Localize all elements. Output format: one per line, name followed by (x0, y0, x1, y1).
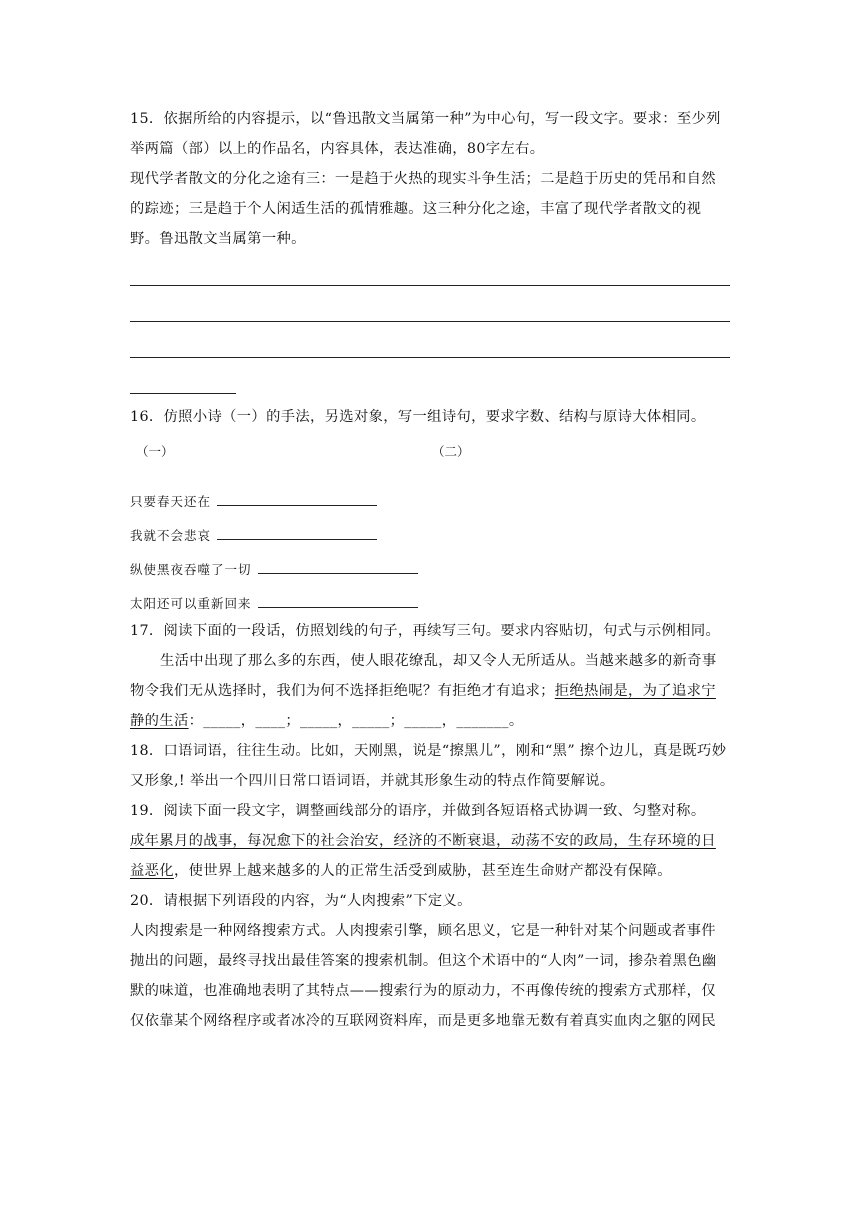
poem-line-text: 纵使黑夜吞噬了一切 (130, 562, 252, 577)
poem-answer-blank (258, 557, 418, 574)
answer-line (130, 364, 236, 394)
poem-line (130, 544, 730, 578)
poem-line-text: 我就不会悲哀 (130, 528, 212, 543)
answer-line (130, 256, 730, 286)
question-17 (130, 616, 730, 736)
poem-label-two: （二） (432, 444, 470, 459)
question-15-passage: 现代学者散文的分化之途有三：一是趋于火热的现实斗争生活；二是趋于历史的凭吊和自然的踪迹；三是趋于个人闲适生活的孤情雅趣。这三种分化之途，丰富了现代学者散文的视野。鲁迅散文当属第一种。 (130, 171, 716, 247)
poem-line-text: 太阳还可以重新回来 (130, 596, 252, 611)
question-16 (130, 402, 730, 612)
underlined-phrases: 成年累月的战事，每况愈下的社会治安，经济的不断衰退，动荡不安的政局，生存环境的日益恶化 (130, 833, 716, 879)
question-20-passage: 人肉搜索是一种网络搜索方式。人肉搜索引擎，顾名思义，它是一种针对某个问题或者事件抛出的问题，最终寻找出最佳答案的搜索机制。但这个术语中的“人肉”一词，掺杂着黑色幽默的味道，也准确地表明了其特点——搜索行为的原动力，不再像传统的搜索方式那样，仅仅依靠某个网络程序或者冰冷的互联网资料库，而是更多地靠无数有着真实血肉之躯的网民 (130, 923, 717, 1029)
question-19 (130, 796, 730, 886)
question-19-passage (130, 826, 730, 886)
question-18 (130, 736, 730, 796)
question-17-passage-text: 生活中出现了那么多的东西，使人眼花缭乱，却又令人无所适从。当越来越多的新奇事物令我们无从选择时，我们为何不选择拒绝呢？有拒绝才有追求； (130, 653, 717, 699)
question-19-prompt: 19．阅读下面一段文字，调整画线部分的语序，并做到各短语格式协调一致、匀整对称。 (130, 803, 706, 819)
answer-line (130, 328, 730, 358)
poem-line (130, 510, 730, 544)
poem-line-text: 只要春天还在 (130, 494, 212, 509)
continuation-blanks: ：_____，____；_____，_____；_____，_______。 (188, 713, 524, 729)
answer-area-15 (130, 256, 730, 394)
question-20 (130, 886, 730, 1036)
poem-headers (130, 442, 730, 462)
poem-answer-blank (217, 523, 377, 540)
poem-answer-blank (217, 489, 377, 506)
poem-line (130, 578, 730, 612)
question-16-prompt: 16．仿照小诗（一）的手法，另选对象，写一组诗句，要求字数、结构与原诗大体相同。 (130, 409, 706, 425)
exam-page (130, 104, 730, 1036)
answer-line (130, 292, 730, 322)
question-15-prompt: 15．依据所给的内容提示，以“鲁迅散文当属第一种”为中心句，写一段文字。要求：至少列举两篇（部）以上的作品名，内容具体，表达准确，80字左右。 (130, 111, 721, 157)
poem-line (130, 476, 730, 510)
poem-answer-blank (258, 591, 418, 608)
question-17-passage (130, 646, 730, 736)
question-18-prompt: 18．口语词语，往往生动。比如，天刚黑，说是“擦黑儿”，刚和“黑” 擦个边儿，真是既巧妙又形象,! 举出一个四川日常口语词语，并就其形象生动的特点作简要解说。 (130, 743, 727, 789)
underlined-example: 拒绝热闹是，为了追求宁静的生活 (130, 683, 716, 729)
question-15 (130, 104, 730, 394)
question-17-prompt: 17．阅读下面的一段话，仿照划线的句子，再续写三句。要求内容贴切，句式与示例相同。 (130, 623, 721, 639)
question-20-prompt: 20．请根据下列语段的内容，为“人肉搜索”下定义。 (130, 893, 472, 909)
poem-label-one: （一） (136, 444, 174, 459)
question-19-rest: ，使世界上越来越多的人的正常生活受到威胁，甚至连生命财产都没有保障。 (173, 863, 672, 879)
